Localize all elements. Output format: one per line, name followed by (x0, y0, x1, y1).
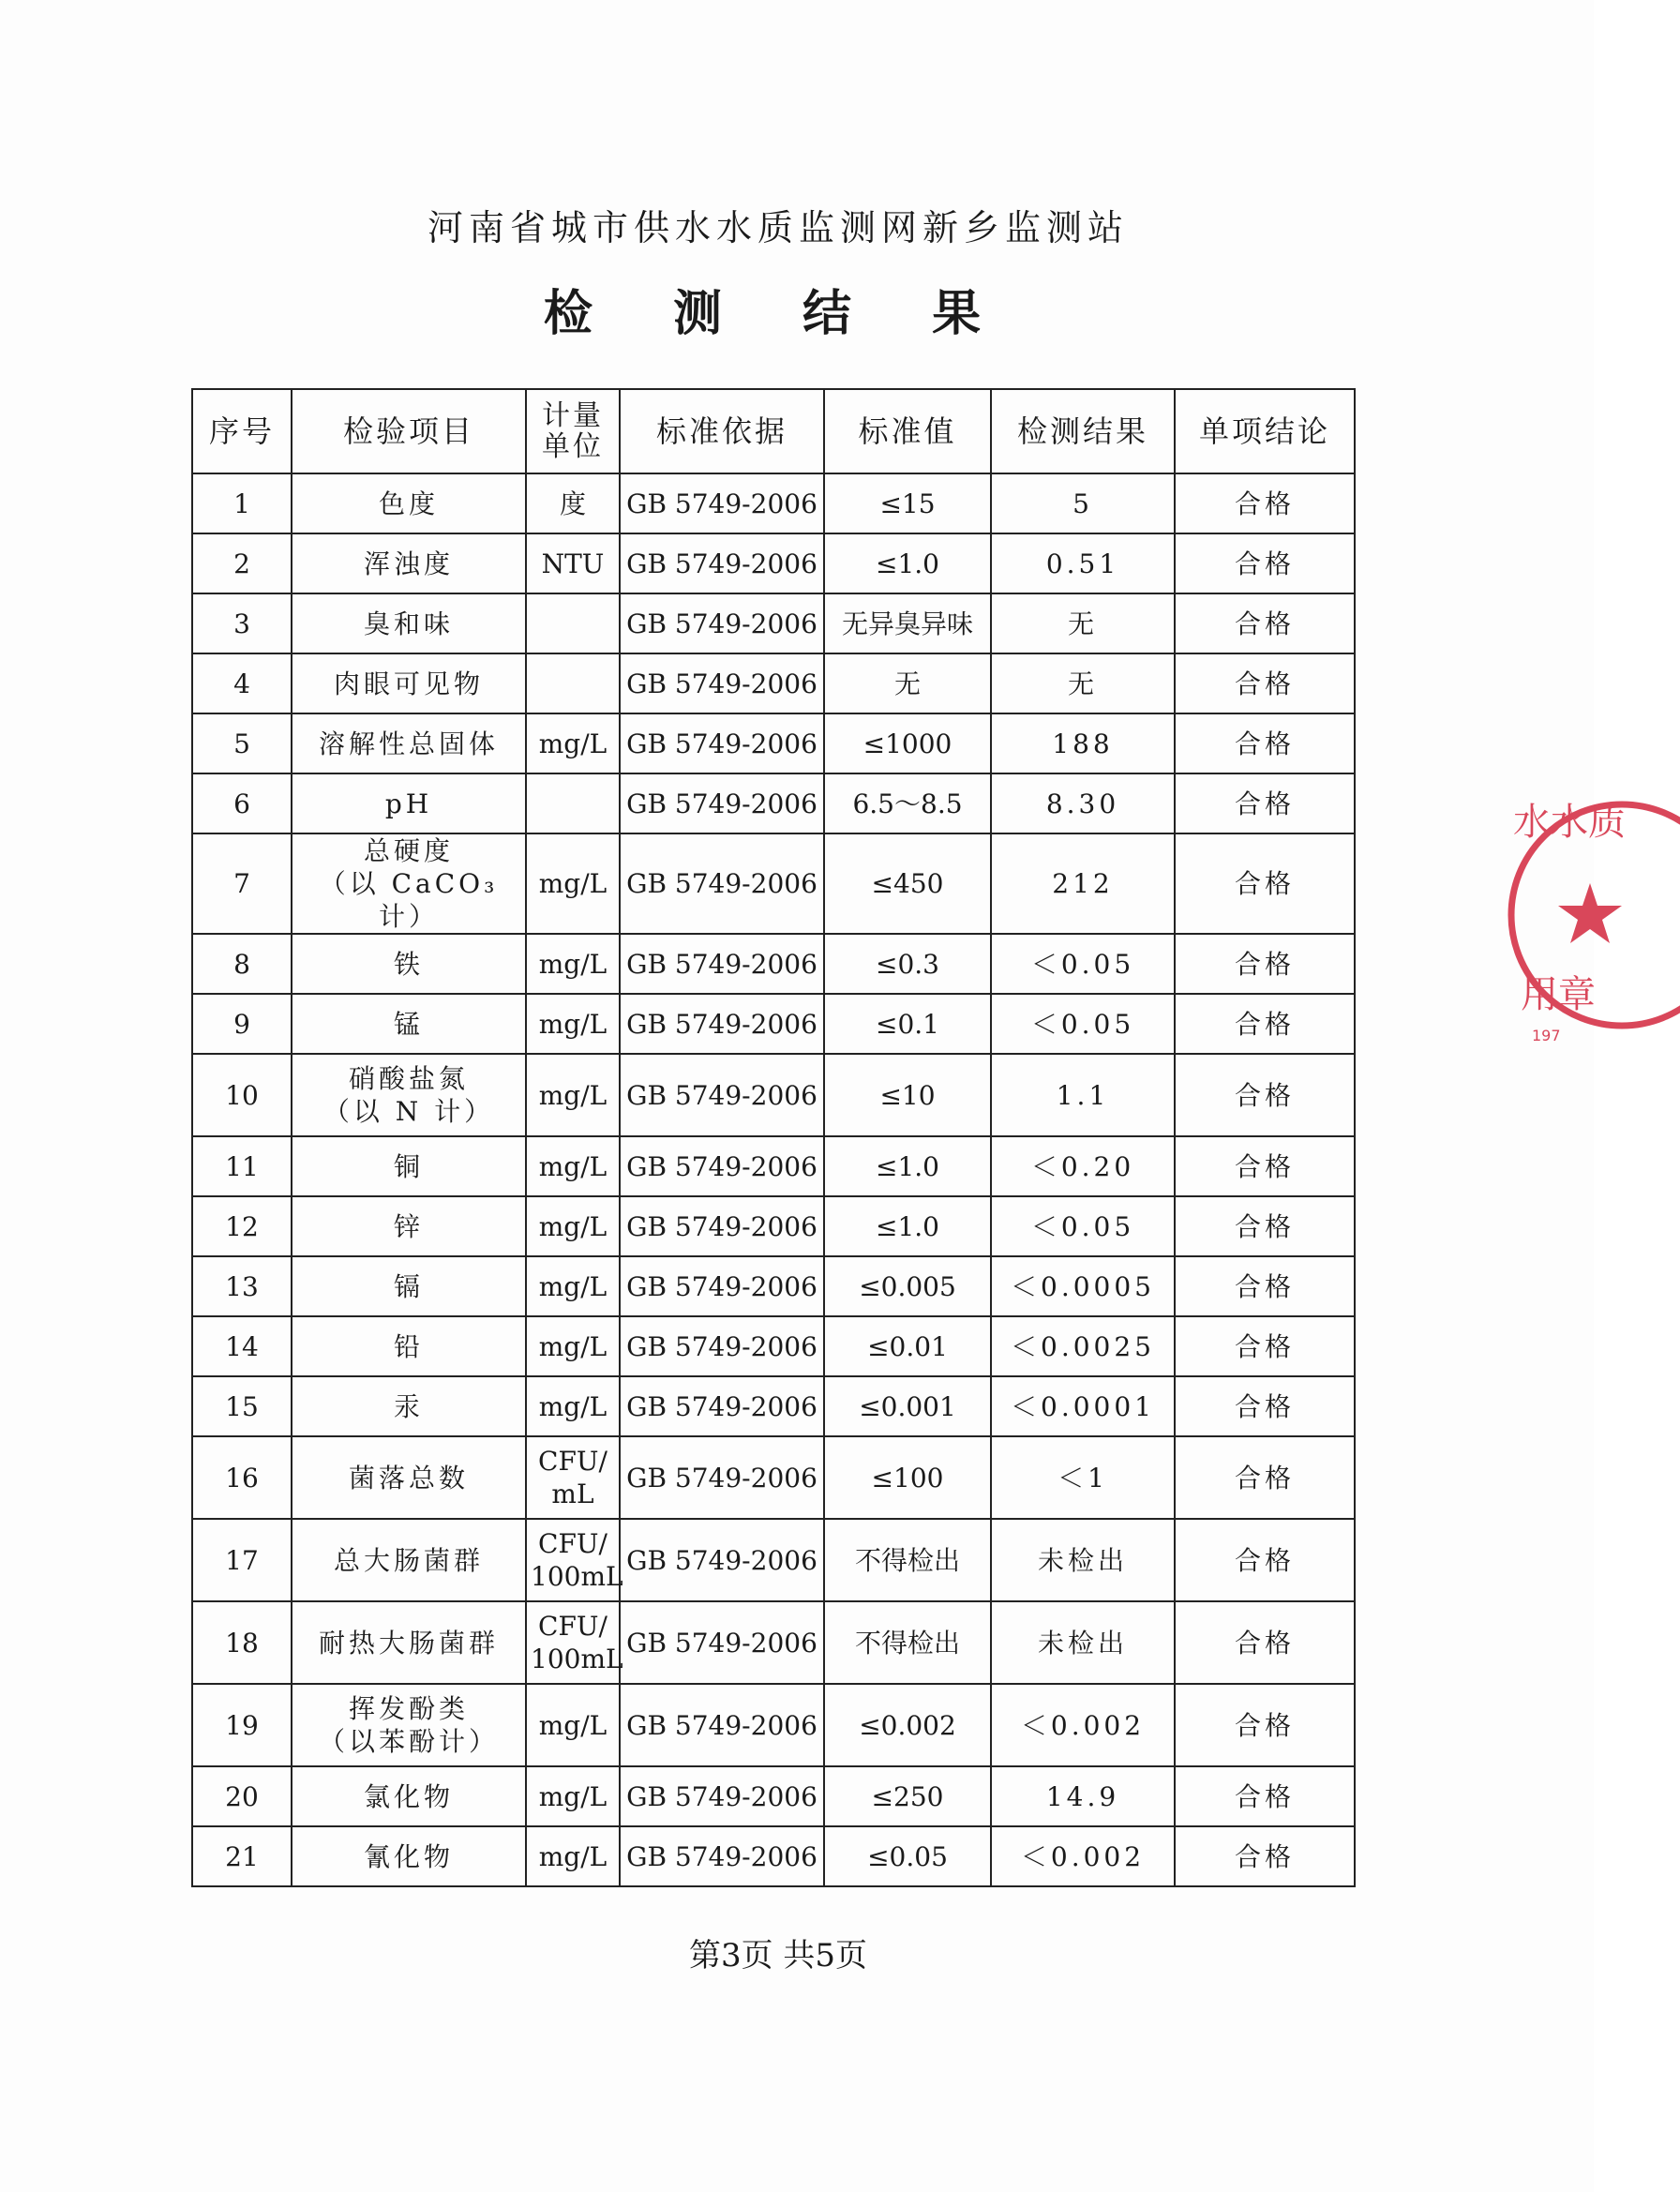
cell-item-note: （以 CaCO₃ 计） (319, 868, 499, 932)
cell-item: 臭和味 (292, 593, 526, 653)
table-row (192, 1196, 1355, 1256)
cell-result: ＜0.0005 (991, 1256, 1175, 1316)
cell-limit: 不得检出 (824, 1519, 991, 1601)
cell-item: 铅 (292, 1316, 526, 1376)
table-row (192, 1054, 1355, 1136)
cell-unit (526, 1601, 623, 1684)
cell-item: 铁 (292, 934, 526, 994)
cell-result: ＜0.20 (991, 1136, 1175, 1196)
table-row (192, 1684, 1355, 1766)
cell-conclusion: 合格 (1175, 934, 1355, 994)
table-row (192, 653, 1355, 713)
cell-basis: GB 5749-2006 (620, 1376, 824, 1436)
cell-result: 8.30 (991, 773, 1175, 833)
column-header-conclusion: 单项结论 (1175, 389, 1355, 473)
cell-limit: ≤0.01 (824, 1316, 991, 1376)
cell-item (292, 1684, 526, 1766)
cell-unit: mg/L (526, 713, 620, 773)
cell-limit: 无异臭异味 (824, 593, 991, 653)
cell-item: 肉眼可见物 (292, 653, 526, 713)
table-row (192, 833, 1355, 934)
cell-item: 锰 (292, 994, 526, 1054)
cell-item (292, 833, 526, 934)
cell-limit: 无 (824, 653, 991, 713)
cell-conclusion: 合格 (1175, 533, 1355, 593)
column-header-limit: 标准值 (824, 389, 991, 473)
cell-no: 15 (192, 1376, 292, 1436)
cell-result: 未检出 (991, 1519, 1175, 1601)
cell-item: 浑浊度 (292, 533, 526, 593)
cell-unit: NTU (526, 533, 620, 593)
cell-result: 未检出 (991, 1601, 1175, 1684)
cell-limit: ≤100 (824, 1436, 991, 1519)
column-header-result: 检测结果 (991, 389, 1175, 473)
table-row (192, 1826, 1355, 1886)
table-row (192, 1376, 1355, 1436)
cell-basis: GB 5749-2006 (620, 1436, 824, 1519)
cell-basis: GB 5749-2006 (620, 533, 824, 593)
cell-basis: GB 5749-2006 (620, 1196, 824, 1256)
cell-basis: GB 5749-2006 (620, 934, 824, 994)
cell-unit: mg/L (526, 1054, 620, 1136)
cell-no: 8 (192, 934, 292, 994)
table-header-row (192, 389, 1355, 473)
cell-item: 色度 (292, 473, 526, 533)
cell-unit-top: CFU/ (538, 1611, 608, 1642)
cell-result: 无 (991, 653, 1175, 713)
cell-item-note: （以苯酚计） (318, 1726, 499, 1757)
cell-item: 锌 (292, 1196, 526, 1256)
cell-basis: GB 5749-2006 (620, 1136, 824, 1196)
cell-no: 1 (192, 473, 292, 533)
cell-basis: GB 5749-2006 (620, 833, 824, 934)
cell-unit: mg/L (526, 934, 620, 994)
cell-conclusion: 合格 (1175, 1376, 1355, 1436)
cell-result: ＜0.05 (991, 1196, 1175, 1256)
cell-item: 氰化物 (292, 1826, 526, 1886)
cell-item: 耐热大肠菌群 (292, 1601, 526, 1684)
cell-unit (526, 653, 620, 713)
seal-star (1558, 883, 1622, 943)
cell-result: 14.9 (991, 1766, 1175, 1826)
cell-basis: GB 5749-2006 (620, 994, 824, 1054)
cell-limit: ≤10 (824, 1054, 991, 1136)
cell-no: 3 (192, 593, 292, 653)
cell-unit: mg/L (526, 1256, 620, 1316)
cell-unit: mg/L (526, 1376, 620, 1436)
cell-limit: ≤0.1 (824, 994, 991, 1054)
table-row (192, 593, 1355, 653)
column-header-no: 序号 (192, 389, 292, 473)
table-row (192, 1256, 1355, 1316)
cell-no: 4 (192, 653, 292, 713)
column-header-item: 检验项目 (292, 389, 526, 473)
cell-no: 10 (192, 1054, 292, 1136)
seal-number: 197 (1532, 1027, 1561, 1044)
cell-result: ＜1 (991, 1436, 1175, 1519)
table-row (192, 1601, 1355, 1684)
cell-unit (526, 773, 620, 833)
cell-no: 5 (192, 713, 292, 773)
table-row (192, 713, 1355, 773)
table-row (192, 1316, 1355, 1376)
cell-conclusion: 合格 (1175, 593, 1355, 653)
cell-conclusion: 合格 (1175, 1766, 1355, 1826)
cell-limit: ≤450 (824, 833, 991, 934)
cell-result: 无 (991, 593, 1175, 653)
cell-unit (526, 1436, 620, 1519)
cell-item: 氯化物 (292, 1766, 526, 1826)
cell-unit (526, 593, 620, 653)
results-table-body (192, 473, 1355, 1886)
cell-limit: ≤1.0 (824, 533, 991, 593)
cell-no: 9 (192, 994, 292, 1054)
cell-limit: ≤1.0 (824, 1136, 991, 1196)
cell-limit: ≤0.05 (824, 1826, 991, 1886)
cell-unit-bottom: 100mL (531, 1561, 623, 1592)
cell-item: pH (292, 773, 526, 833)
cell-unit-bottom: mL (551, 1479, 594, 1509)
cell-no: 12 (192, 1196, 292, 1256)
cell-result: 188 (991, 713, 1175, 773)
cell-basis: GB 5749-2006 (620, 593, 824, 653)
cell-no: 16 (192, 1436, 292, 1519)
cell-conclusion: 合格 (1175, 1054, 1355, 1136)
table-row (192, 773, 1355, 833)
cell-basis: GB 5749-2006 (620, 713, 824, 773)
cell-no: 11 (192, 1136, 292, 1196)
cell-item-name: 硝酸盐氮 (348, 1063, 469, 1094)
cell-result: ＜0.0025 (991, 1316, 1175, 1376)
cell-unit-top: CFU/ (538, 1446, 608, 1477)
cell-no: 13 (192, 1256, 292, 1316)
cell-unit: mg/L (526, 1826, 620, 1886)
table-row (192, 1436, 1355, 1519)
cell-limit: ≤250 (824, 1766, 991, 1826)
cell-limit: ≤0.3 (824, 934, 991, 994)
cell-result: ＜0.05 (991, 994, 1175, 1054)
table-row (192, 533, 1355, 593)
cell-conclusion: 合格 (1175, 1601, 1355, 1684)
column-header-basis: 标准依据 (620, 389, 824, 473)
red-seal-stamp (1511, 774, 1680, 1056)
cell-conclusion: 合格 (1175, 1316, 1355, 1376)
cell-result: ＜0.0001 (991, 1376, 1175, 1436)
cell-basis: GB 5749-2006 (620, 1519, 824, 1601)
cell-basis: GB 5749-2006 (620, 473, 824, 533)
table-row (192, 1519, 1355, 1601)
cell-limit: ≤0.001 (824, 1376, 991, 1436)
cell-basis: GB 5749-2006 (620, 1316, 824, 1376)
cell-unit: mg/L (526, 1316, 620, 1376)
cell-basis: GB 5749-2006 (620, 653, 824, 713)
cell-conclusion: 合格 (1175, 1826, 1355, 1886)
cell-conclusion: 合格 (1175, 713, 1355, 773)
cell-result: 212 (991, 833, 1175, 934)
cell-unit-bottom: 100mL (531, 1644, 623, 1674)
cell-unit-top: CFU/ (538, 1528, 608, 1559)
cell-no: 19 (192, 1684, 292, 1766)
page-number: 第3页 共5页 (688, 1937, 868, 1974)
cell-conclusion: 合格 (1175, 773, 1355, 833)
table-row (192, 994, 1355, 1054)
organization-name: 河南省城市供水水质监测网新乡监测站 (427, 207, 1129, 248)
cell-unit: mg/L (526, 1136, 620, 1196)
cell-basis: GB 5749-2006 (620, 1826, 824, 1886)
cell-no: 18 (192, 1601, 292, 1684)
cell-item: 总大肠菌群 (292, 1519, 526, 1601)
cell-no: 7 (192, 833, 292, 934)
seal-text-bottom: 用章 (1521, 973, 1596, 1016)
cell-basis: GB 5749-2006 (620, 773, 824, 833)
cell-item: 铜 (292, 1136, 526, 1196)
cell-limit: 不得检出 (824, 1601, 991, 1684)
table-row (192, 934, 1355, 994)
cell-unit (526, 1519, 623, 1601)
cell-basis: GB 5749-2006 (620, 1766, 824, 1826)
cell-no: 17 (192, 1519, 292, 1601)
cell-conclusion: 合格 (1175, 1196, 1355, 1256)
cell-unit: mg/L (526, 833, 620, 934)
cell-unit: mg/L (526, 1766, 620, 1826)
cell-item-name: 挥发酚类 (348, 1693, 469, 1724)
cell-basis: GB 5749-2006 (620, 1601, 824, 1684)
cell-no: 21 (192, 1826, 292, 1886)
cell-no: 14 (192, 1316, 292, 1376)
cell-limit: ≤1.0 (824, 1196, 991, 1256)
table-row (192, 1136, 1355, 1196)
cell-item-note: （以 N 计） (322, 1096, 495, 1127)
cell-conclusion: 合格 (1175, 1684, 1355, 1766)
cell-conclusion: 合格 (1175, 1436, 1355, 1519)
seal-text-top: 水水质 (1513, 801, 1626, 844)
cell-basis: GB 5749-2006 (620, 1684, 824, 1766)
seal-ring (1511, 804, 1680, 1026)
cell-item: 汞 (292, 1376, 526, 1436)
table-row (192, 1766, 1355, 1826)
cell-unit: mg/L (526, 1684, 620, 1766)
cell-conclusion: 合格 (1175, 1519, 1355, 1601)
cell-unit: 度 (526, 473, 620, 533)
cell-limit: ≤0.005 (824, 1256, 991, 1316)
cell-basis: GB 5749-2006 (620, 1054, 824, 1136)
cell-result: ＜0.002 (991, 1826, 1175, 1886)
cell-limit: ≤1000 (824, 713, 991, 773)
cell-result: ＜0.002 (991, 1684, 1175, 1766)
cell-item: 溶解性总固体 (292, 713, 526, 773)
cell-item: 镉 (292, 1256, 526, 1316)
cell-limit: ≤0.002 (824, 1684, 991, 1766)
cell-conclusion: 合格 (1175, 833, 1355, 934)
cell-result: 1.1 (991, 1054, 1175, 1136)
results-table (191, 388, 1356, 1887)
cell-no: 2 (192, 533, 292, 593)
cell-item: 菌落总数 (292, 1436, 526, 1519)
cell-conclusion: 合格 (1175, 653, 1355, 713)
cell-limit: 6.5～8.5 (824, 773, 991, 833)
cell-result: 0.51 (991, 533, 1175, 593)
column-header-unit: 计量单位 (526, 389, 620, 473)
cell-unit: mg/L (526, 1196, 620, 1256)
table-row (192, 473, 1355, 533)
cell-item-name: 总硬度 (363, 835, 454, 866)
cell-basis: GB 5749-2006 (620, 1256, 824, 1316)
cell-no: 6 (192, 773, 292, 833)
cell-unit: mg/L (526, 994, 620, 1054)
cell-conclusion: 合格 (1175, 1136, 1355, 1196)
cell-conclusion: 合格 (1175, 1256, 1355, 1316)
cell-item (292, 1054, 526, 1136)
cell-no: 20 (192, 1766, 292, 1826)
document-title: 检 测 结 果 (543, 285, 1013, 342)
cell-conclusion: 合格 (1175, 473, 1355, 533)
cell-result: ＜0.05 (991, 934, 1175, 994)
cell-conclusion: 合格 (1175, 994, 1355, 1054)
cell-limit: ≤15 (824, 473, 991, 533)
cell-result: 5 (991, 473, 1175, 533)
